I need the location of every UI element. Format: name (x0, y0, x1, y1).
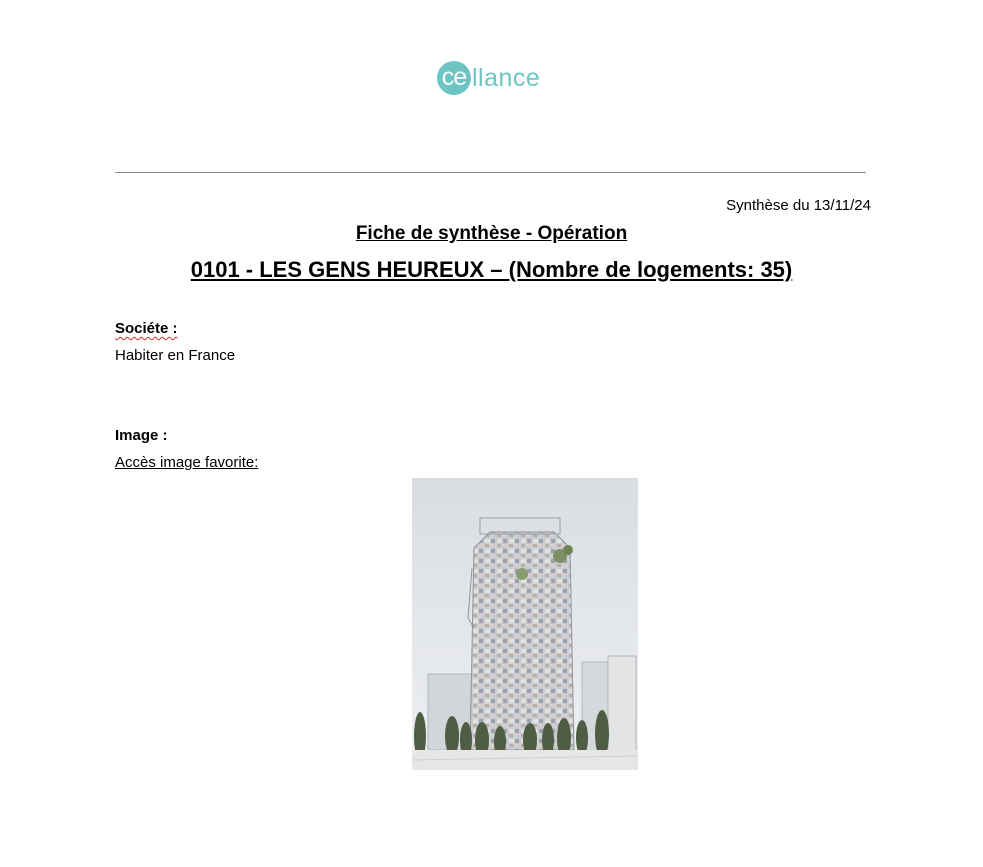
company-label (115, 320, 178, 337)
logo-circle (437, 61, 471, 95)
building-photo (412, 478, 638, 770)
document-subtitle: Fiche de synthèse - Opération (355, 223, 628, 244)
cellance-logo (437, 60, 540, 96)
logo-rest-text: llance (472, 63, 541, 92)
image-label: Image : (115, 427, 168, 444)
company-label-text: Sociéte : (115, 320, 178, 337)
document-title: 0101 - LES GENS HEUREUX – (Nombre de logements: 35) (190, 257, 793, 282)
header-divider (115, 172, 866, 173)
company-value: Habiter en France (115, 347, 236, 364)
favorite-image-link-text[interactable]: Accès image favorite: (115, 454, 259, 471)
logo-circle-text: ce (441, 62, 467, 91)
synthesis-date: Synthèse du 13/11/24 (726, 197, 871, 214)
favorite-image-link[interactable] (115, 454, 258, 471)
